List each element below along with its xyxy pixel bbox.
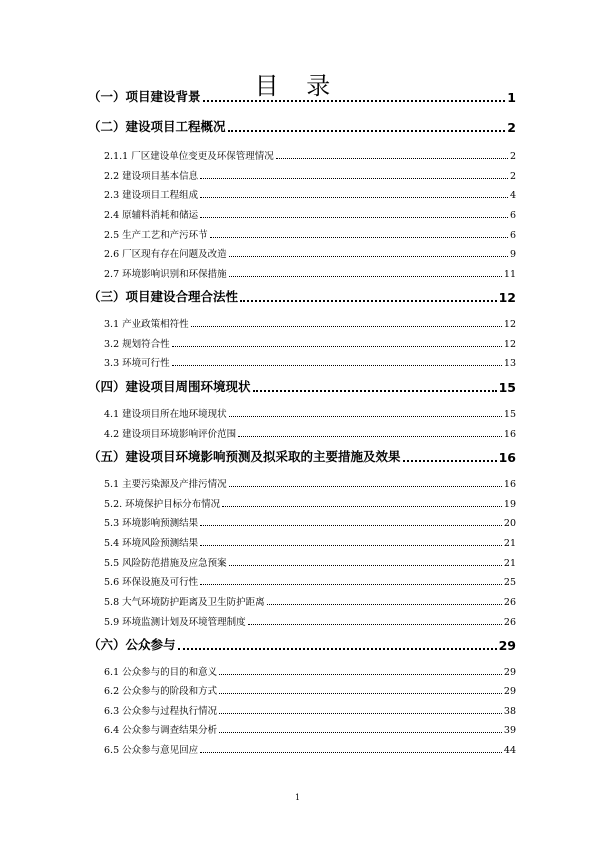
toc-entry-label: 2.7 环境影响识别和环保措施 xyxy=(104,269,227,280)
dot-leader xyxy=(200,217,508,218)
toc-section-entry[interactable] xyxy=(104,355,516,369)
dot-leader xyxy=(229,276,502,277)
toc-section-entry[interactable] xyxy=(104,336,516,350)
dot-leader xyxy=(203,100,506,102)
toc-entry-page-number: 16 xyxy=(503,479,516,490)
toc-chapter-entry[interactable] xyxy=(88,447,516,465)
dot-leader xyxy=(219,693,502,694)
dot-leader xyxy=(200,178,508,179)
toc-entry-page-number: 9 xyxy=(509,249,516,260)
toc-section-entry[interactable] xyxy=(104,148,516,162)
toc-entry-label: 4.2 建设项目环境影响评价范围 xyxy=(104,429,237,440)
dot-leader xyxy=(238,436,502,437)
toc-entry-label: （三）项目建设合理合法性 xyxy=(88,289,239,304)
toc-entry-label: （二）建设项目工程概况 xyxy=(88,119,226,134)
toc-entry-label: 2.4 原辅料消耗和储运 xyxy=(104,210,199,221)
toc-entry-page-number: 6 xyxy=(509,230,516,241)
toc-entry-label: 5.2. 环境保护目标分布情况 xyxy=(104,499,221,510)
toc-entry-page-number: 38 xyxy=(503,706,516,717)
toc-entry-page-number: 12 xyxy=(503,319,516,330)
dot-leader xyxy=(229,565,502,566)
dot-leader xyxy=(200,584,502,585)
toc-section-entry[interactable] xyxy=(104,614,516,628)
toc-entry-label: 2.6 厂区现有存在问题及改造 xyxy=(104,249,227,260)
dot-leader xyxy=(229,256,508,257)
toc-entry-page-number: 15 xyxy=(503,409,516,420)
toc-section-entry[interactable] xyxy=(104,594,516,608)
toc-entry-page-number: 12 xyxy=(503,339,516,350)
toc-section-entry[interactable] xyxy=(104,722,516,736)
toc-entry-page-number: 2 xyxy=(509,171,516,182)
toc-entry-label: 6.1 公众参与的目的和意义 xyxy=(104,667,218,678)
toc-entry-page-number: 19 xyxy=(503,499,516,510)
toc-entry-label: 3.1 产业政策相符性 xyxy=(104,319,189,330)
dot-leader xyxy=(210,237,508,238)
toc-chapter-entry[interactable] xyxy=(88,117,516,135)
toc-entry-label: 2.5 生产工艺和产污环节 xyxy=(104,230,208,241)
dot-leader xyxy=(276,158,508,159)
toc-section-entry[interactable] xyxy=(104,187,516,201)
toc-entry-page-number: 29 xyxy=(503,686,516,697)
dot-leader xyxy=(228,130,506,132)
toc-entry-label: 5.4 环境风险预测结果 xyxy=(104,538,199,549)
toc-entry-label: 3.3 环境可行性 xyxy=(104,358,170,369)
toc-entry-page-number: 15 xyxy=(498,380,516,395)
toc-entry-label: 6.3 公众参与过程执行情况 xyxy=(104,706,218,717)
toc-entry-page-number: 16 xyxy=(503,429,516,440)
page-number: 1 xyxy=(294,793,301,802)
toc-section-entry[interactable] xyxy=(104,535,516,549)
toc-entry-label: 4.1 建设项目所在地环境现状 xyxy=(104,409,227,420)
dot-leader xyxy=(253,390,497,392)
toc-entry-page-number: 21 xyxy=(503,538,516,549)
dot-leader xyxy=(200,525,502,526)
toc-section-entry[interactable] xyxy=(104,515,516,529)
dot-leader xyxy=(200,752,502,753)
dot-leader xyxy=(219,674,502,675)
toc-entry-label: 5.6 环保设施及可行性 xyxy=(104,577,199,588)
toc-section-entry[interactable] xyxy=(104,703,516,717)
toc-entry-label: 6.4 公众参与调查结果分析 xyxy=(104,725,218,736)
toc-entry-page-number: 44 xyxy=(503,745,516,756)
dot-leader xyxy=(172,346,502,347)
toc-entry-page-number: 21 xyxy=(503,558,516,569)
dot-leader xyxy=(403,460,497,462)
toc-entry-page-number: 39 xyxy=(503,725,516,736)
toc-section-entry[interactable] xyxy=(104,168,516,182)
toc-entry-page-number: 2 xyxy=(509,151,516,162)
toc-entry-label: 2.1.1 厂区建设单位变更及环保管理情况 xyxy=(104,151,274,162)
dot-leader xyxy=(172,365,502,366)
toc-entry-page-number: 16 xyxy=(498,450,516,465)
dot-leader xyxy=(240,300,497,302)
toc-entry-page-number: 26 xyxy=(503,597,516,608)
toc-section-entry[interactable] xyxy=(104,742,516,756)
toc-section-entry[interactable] xyxy=(104,246,516,260)
dot-leader xyxy=(229,416,502,417)
toc-entry-page-number: 25 xyxy=(503,577,516,588)
page-title: 目 录 xyxy=(254,72,341,100)
toc-section-entry[interactable] xyxy=(104,207,516,221)
dot-leader xyxy=(248,624,502,625)
toc-entry-label: 6.5 公众参与意见回应 xyxy=(104,745,199,756)
toc-section-entry[interactable] xyxy=(104,426,516,440)
toc-section-entry[interactable] xyxy=(104,266,516,280)
toc-entry-page-number: 6 xyxy=(509,210,516,221)
toc-entry-label: （一）项目建设背景 xyxy=(88,89,201,104)
toc-section-entry[interactable] xyxy=(104,555,516,569)
toc-entry-page-number: 26 xyxy=(503,617,516,628)
dot-leader xyxy=(222,506,502,507)
toc-entry-label: （四）建设项目周围环境现状 xyxy=(88,379,251,394)
toc-chapter-entry[interactable] xyxy=(88,377,516,395)
dot-leader xyxy=(219,732,502,733)
toc-entry-page-number: 12 xyxy=(498,290,516,305)
dot-leader xyxy=(229,486,502,487)
toc-entry-page-number: 11 xyxy=(503,269,516,280)
toc-chapter-entry[interactable] xyxy=(88,287,516,305)
toc-section-entry[interactable] xyxy=(104,574,516,588)
toc-entry-page-number: 4 xyxy=(509,190,516,201)
toc-chapter-entry[interactable] xyxy=(88,635,516,653)
toc-section-entry[interactable] xyxy=(104,476,516,490)
toc-entry-label: 2.2 建设项目基本信息 xyxy=(104,171,199,182)
toc-chapter-entry[interactable] xyxy=(88,87,516,105)
toc-entry-label: （六）公众参与 xyxy=(88,637,176,652)
toc-entry-page-number: 20 xyxy=(503,518,516,529)
toc-section-entry[interactable] xyxy=(104,316,516,330)
toc-entry-label: 5.3 环境影响预测结果 xyxy=(104,518,199,529)
toc-entry-page-number: 29 xyxy=(498,638,516,653)
toc-entry-label: 5.1 主要污染源及产排污情况 xyxy=(104,479,227,490)
toc-section-entry[interactable] xyxy=(104,496,516,510)
toc-entry-label: （五）建设项目环境影响预测及拟采取的主要措施及效果 xyxy=(88,449,401,464)
dot-leader xyxy=(191,326,502,327)
dot-leader xyxy=(200,197,508,198)
toc-entry-label: 5.9 环境监测计划及环境管理制度 xyxy=(104,617,246,628)
toc-entry-page-number: 1 xyxy=(507,90,516,105)
toc-entry-page-number: 13 xyxy=(503,358,516,369)
dot-leader xyxy=(178,648,497,650)
toc-entry-page-number: 29 xyxy=(503,667,516,678)
toc-entry-page-number: 2 xyxy=(507,120,516,135)
dot-leader xyxy=(267,604,502,605)
toc-entry-label: 2.3 建设项目工程组成 xyxy=(104,190,199,201)
toc-section-entry[interactable] xyxy=(104,664,516,678)
toc-section-entry[interactable] xyxy=(104,406,516,420)
dot-leader xyxy=(219,713,502,714)
toc-entry-label: 6.2 公众参与的阶段和方式 xyxy=(104,686,218,697)
toc-section-entry[interactable] xyxy=(104,227,516,241)
toc-section-entry[interactable] xyxy=(104,683,516,697)
dot-leader xyxy=(200,545,502,546)
toc-entry-label: 5.8 大气环境防护距离及卫生防护距离 xyxy=(104,597,265,608)
toc-entry-label: 5.5 风险防范措施及应急预案 xyxy=(104,558,227,569)
toc-entry-label: 3.2 规划符合性 xyxy=(104,339,170,350)
